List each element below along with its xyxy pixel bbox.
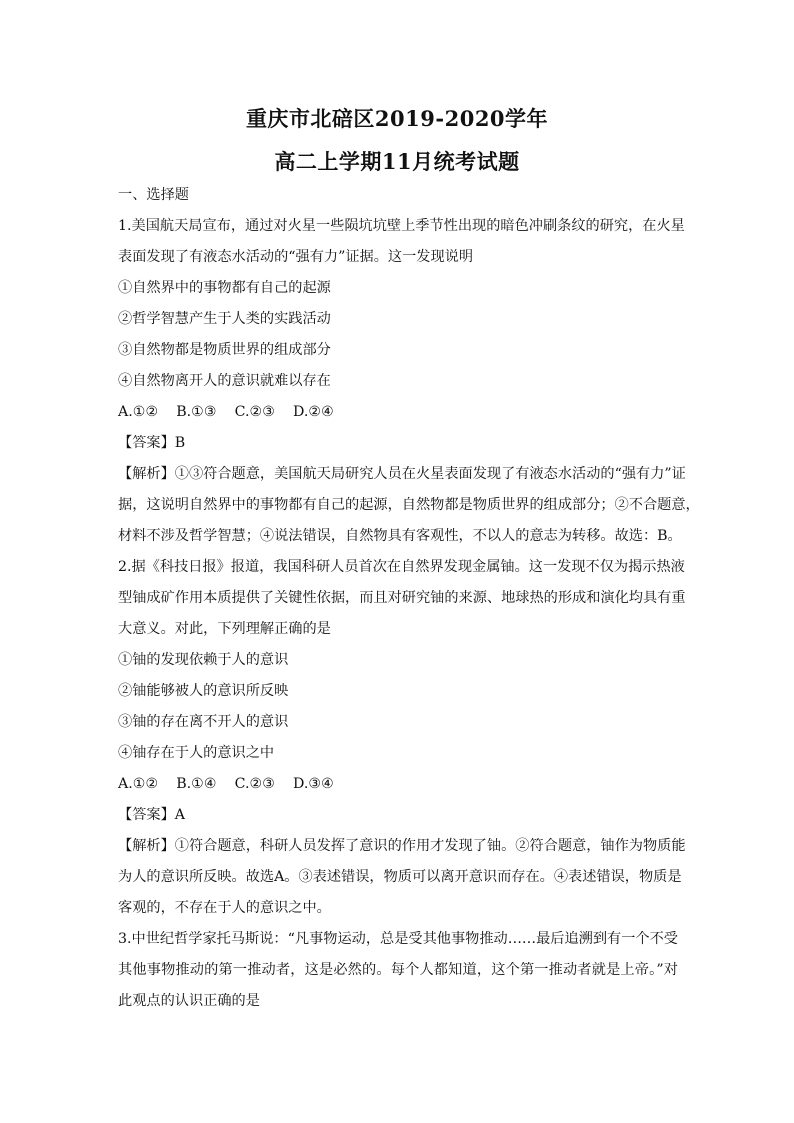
- q2-analysis-line-3: 客观的，不存在于人的意识之中。: [118, 900, 331, 916]
- q1-option-4: ④自然物离开人的意识就难以存在: [118, 373, 331, 389]
- q1-stem-line-1: 1.美国航天局宣布，通过对火星一些陨坑坑壁上季节性出现的暗色冲刷条纹的研究，在火星: [118, 218, 685, 234]
- q1-analysis-line-2: 据，这说明自然界中的事物都有自己的起源，自然物都是物质世界的组成部分；②不合题意，: [118, 497, 700, 513]
- q2-choices: A.①② B.①④ C.②③ D.③④: [118, 776, 334, 792]
- q2-stem-line-3: 大意义。对此，下列理解正确的是: [118, 621, 331, 637]
- q1-answer: 【答案】B: [118, 435, 186, 451]
- document-title-line-1: 重庆市北碚区2019-2020学年: [245, 106, 549, 131]
- q2-option-3: ③铀的存在离不开人的意识: [118, 714, 289, 730]
- q2-stem-line-1: 2.据《科技日报》报道，我国科研人员首次在自然界发现金属铀。这一发现不仅为揭示热液: [118, 559, 685, 575]
- q1-analysis-line-1: 【解析】①③符合题意，美国航天局研究人员在火星表面发现了有液态水活动的“强有力”证: [118, 466, 686, 482]
- document-body: [118, 180, 700, 1017]
- q3-stem-line-2: 其他事物推动的第一推动者，这是必然的。每个人都知道，这个第一推动者就是上帝。”对: [118, 962, 678, 978]
- q1-stem-line-2: 表面发现了有液态水活动的“强有力”证据。这一发现说明: [118, 249, 474, 265]
- q2-answer: 【答案】A: [118, 807, 185, 823]
- document-title-line-2: 高二上学期11月统考试题: [274, 149, 520, 174]
- q2-option-4: ④铀存在于人的意识之中: [118, 745, 275, 761]
- q3-stem-line-1: 3.中世纪哲学家托马斯说：“凡事物运动，总是受其他事物推动……最后追溯到有一个不受: [118, 931, 678, 947]
- q1-choices: A.①② B.①③ C.②③ D.②④: [118, 404, 334, 420]
- q2-option-1: ①铀的发现依赖于人的意识: [118, 652, 289, 668]
- section-heading: 一、选择题: [118, 187, 189, 203]
- q1-option-2: ②哲学智慧产生于人类的实践活动: [118, 311, 331, 327]
- q2-analysis-line-2: 为人的意识所反映。故选A。③表述错误，物质可以离开意识而存在。④表述错误，物质是: [118, 869, 682, 885]
- q1-option-3: ③自然物都是物质世界的组成部分: [118, 342, 331, 358]
- q3-stem-line-3: 此观点的认识正确的是: [118, 993, 260, 1009]
- q1-option-1: ①自然界中的事物都有自己的起源: [118, 280, 331, 296]
- q2-stem-line-2: 型铀成矿作用本质提供了关键性依据，而且对研究铀的来源、地球热的形成和演化均具有重: [118, 590, 686, 606]
- q2-option-2: ②铀能够被人的意识所反映: [118, 683, 289, 699]
- q1-analysis-line-3: 材料不涉及哲学智慧；④说法错误，自然物具有客观性，不以人的意志为转移。故选：B。: [118, 528, 682, 544]
- q2-analysis-line-1: 【解析】①符合题意，科研人员发挥了意识的作用才发现了铀。②符合题意，铀作为物质能: [118, 838, 686, 854]
